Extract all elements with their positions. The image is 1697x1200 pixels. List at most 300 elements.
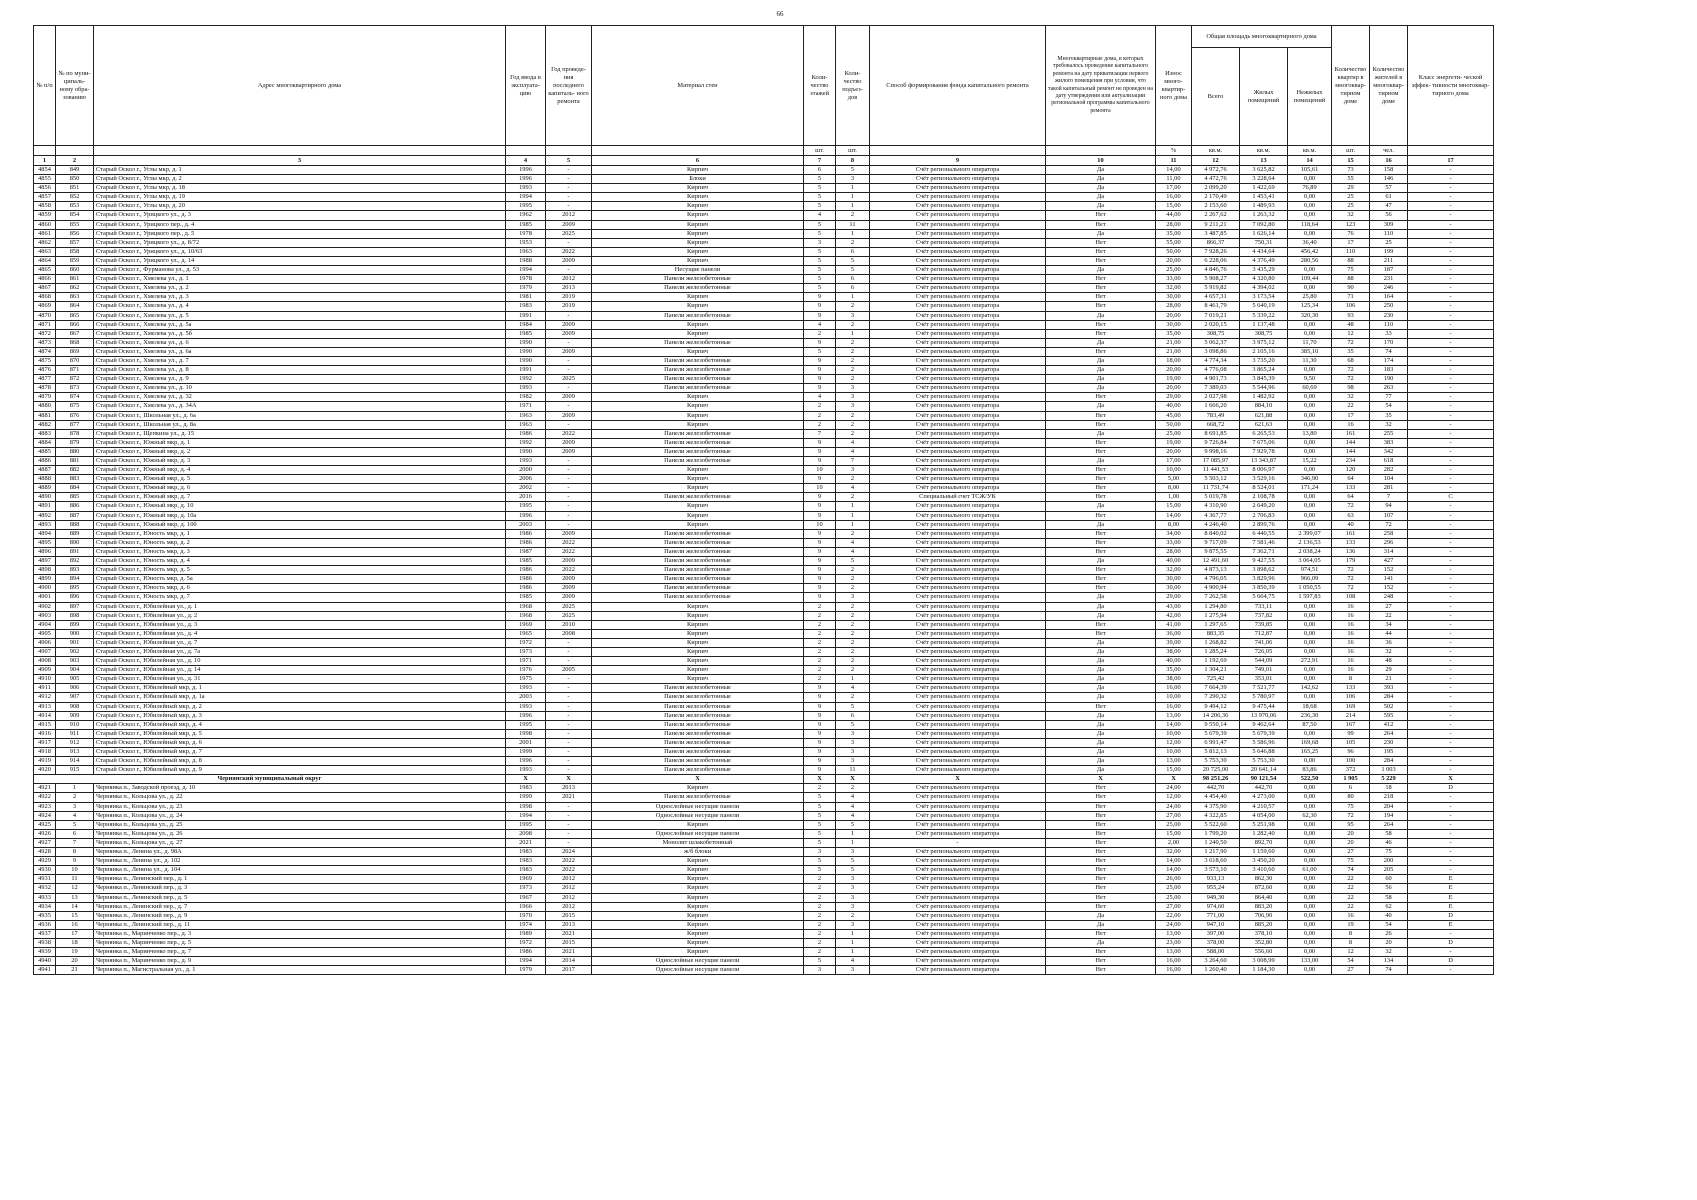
cell-area-nonliving: 0,00 [1288,820,1332,829]
cell-area-nonliving: 109,44 [1288,275,1332,284]
cell-year-built: 2003 [506,520,546,529]
cell-residents: 25 [1370,238,1408,247]
cell-floors: 9 [804,493,836,502]
cell-index: 4894 [34,529,56,538]
cell-address: Старый Оскол г., Юность мкр, д. 2 [94,538,506,547]
cell-index: 4889 [34,484,56,493]
cell-wear: 27,00 [1156,902,1192,911]
cell-year-built: 1996 [506,175,546,184]
cell-mun-number: 7 [56,838,94,847]
cell-residents: 141 [1370,575,1408,584]
cell-wear: 30,00 [1156,575,1192,584]
cell-needs-repair: Нет [1046,293,1156,302]
cell-address: Старый Оскол г., Юность мкр, д. 7 [94,593,506,602]
cell-floors: 4 [804,320,836,329]
cell-area-nonliving: 0,00 [1288,620,1332,629]
cell-fund-method: Счёт регионального оператора [870,429,1046,438]
table-row [34,702,1494,711]
cell-year-repair: - [546,638,592,647]
cell-entrances: 2 [836,411,870,420]
cell-address: Старый Оскол г., Юбилейная ул., д. 2 [94,611,506,620]
cell-year-repair: 2015 [546,938,592,947]
cell-wear: 25,00 [1156,893,1192,902]
cell-fund-method: Счёт регионального оператора [870,184,1046,193]
district-cell: X [1408,775,1494,784]
cell-residents: 34 [1370,620,1408,629]
cell-residents: 195 [1370,748,1408,757]
cell-year-built: 1979 [506,966,546,975]
cell-area-living: 741,06 [1240,638,1288,647]
cell-flats: 72 [1332,338,1370,347]
cell-area-living: 8 524,01 [1240,484,1288,493]
district-cell: 98 251,26 [1192,775,1240,784]
cell-entrances: 3 [836,920,870,929]
cell-residents: 22 [1370,611,1408,620]
cell-address: Чернянка п., Кольцова ул., д. 23 [94,802,506,811]
cell-flats: 72 [1332,366,1370,375]
cell-area-total: 5 062,37 [1192,338,1240,347]
cell-area-total: 4 900,94 [1192,584,1240,593]
cell-energy-class: - [1408,284,1494,293]
cell-year-built: 1994 [506,957,546,966]
cell-wall-material: Панели железобетонные [592,438,804,447]
cell-floors: 9 [804,720,836,729]
cell-area-nonliving: 0,00 [1288,638,1332,647]
cell-mun-number: 3 [56,802,94,811]
cell-wall-material: Кирпич [592,784,804,793]
cell-residents: 54 [1370,920,1408,929]
cell-entrances: 3 [836,875,870,884]
cell-mun-number: 12 [56,884,94,893]
cell-needs-repair: Да [1046,166,1156,175]
cell-wear: 5,00 [1156,475,1192,484]
column-number: 10 [1046,156,1156,166]
col-header-entrances: Коли- чество подъез- дов [836,26,870,146]
cell-area-total: 4 873,13 [1192,566,1240,575]
cell-year-built: 1987 [506,547,546,556]
cell-mun-number: 889 [56,529,94,538]
cell-flats: 74 [1332,866,1370,875]
cell-energy-class: - [1408,757,1494,766]
cell-mun-number: 915 [56,766,94,775]
cell-entrances: 3 [836,757,870,766]
cell-wear: 16,00 [1156,684,1192,693]
cell-area-living: 5 339,22 [1240,311,1288,320]
table-row [34,938,1494,947]
cell-wear: 20,00 [1156,384,1192,393]
cell-floors: 9 [804,475,836,484]
cell-residents: 170 [1370,338,1408,347]
cell-year-repair: 2025 [546,611,592,620]
cell-address: Старый Оскол г., Юбилейный мкр, д. 1 [94,684,506,693]
table-row [34,384,1494,393]
cell-area-nonliving: 0,00 [1288,320,1332,329]
cell-flats: 8 [1332,929,1370,938]
cell-year-built: 1986 [506,538,546,547]
cell-year-built: 1981 [506,293,546,302]
cell-address: Старый Оскол г., Хмелева ул., д. 2 [94,284,506,293]
cell-year-built: 1996 [506,511,546,520]
unit-area-nonliving: кв.м. [1288,146,1332,156]
cell-floors: 2 [804,875,836,884]
district-cell: 522,50 [1288,775,1332,784]
cell-area-nonliving: 0,00 [1288,857,1332,866]
cell-residents: 146 [1370,175,1408,184]
cell-fund-method: Счёт регионального оператора [870,693,1046,702]
cell-area-living: 3 435,29 [1240,266,1288,275]
cell-mun-number: 904 [56,666,94,675]
cell-wall-material: Панели железобетонные [592,547,804,556]
cell-area-living: 621,88 [1240,411,1288,420]
cell-index: 4859 [34,211,56,220]
cell-wear: 13,00 [1156,711,1192,720]
cell-floors: 5 [804,829,836,838]
district-summary [34,775,1494,784]
cell-needs-repair: Нет [1046,329,1156,338]
cell-flats: 6 [1332,784,1370,793]
cell-mun-number: 888 [56,520,94,529]
cell-wear: 43,00 [1156,602,1192,611]
cell-area-total: 4 454,40 [1192,793,1240,802]
cell-year-repair: 2017 [546,966,592,975]
cell-wall-material: Кирпич [592,929,804,938]
table-row [34,256,1494,265]
cell-residents: 18 [1370,784,1408,793]
cell-year-repair: 2009 [546,438,592,447]
cell-index: 4921 [34,784,56,793]
cell-wear: 29,00 [1156,593,1192,602]
cell-index: 4875 [34,356,56,365]
cell-year-built: 2003 [506,693,546,702]
cell-flats: 35 [1332,347,1370,356]
cell-entrances: 2 [836,420,870,429]
cell-area-total: 1 268,82 [1192,638,1240,647]
cell-wall-material: Панели железобетонные [592,457,804,466]
cell-energy-class: - [1408,447,1494,456]
cell-address: Чернянка п., Магистральная ул., д. 1 [94,966,506,975]
cell-area-total: 442,70 [1192,784,1240,793]
cell-area-living: 1 482,92 [1240,393,1288,402]
cell-area-nonliving: 0,00 [1288,502,1332,511]
cell-year-repair: - [546,266,592,275]
cell-address: Старый Оскол г., Юбилейный мкр, д. 1а [94,693,506,702]
cell-year-built: 1983 [506,866,546,875]
cell-mun-number: 905 [56,675,94,684]
cell-area-nonliving: 0,00 [1288,838,1332,847]
table-row [34,502,1494,511]
cell-mun-number: 849 [56,166,94,175]
cell-entrances: 6 [836,711,870,720]
cell-area-living: 3 625,82 [1240,166,1288,175]
cell-fund-method: Счёт регионального оператора [870,547,1046,556]
cell-floors: 2 [804,420,836,429]
cell-wear: 33,00 [1156,275,1192,284]
cell-fund-method: Счёт регионального оператора [870,538,1046,547]
cell-address: Старый Оскол г., Урицкого пер., д. 5 [94,229,506,238]
cell-residents: 32 [1370,420,1408,429]
cell-address: Старый Оскол г., Углы мкр, д. 2 [94,175,506,184]
cell-year-built: 1996 [506,711,546,720]
cell-address: Старый Оскол г., Углы мкр, д. 18 [94,184,506,193]
cell-wall-material: Панели железобетонные [592,757,804,766]
cell-index: 4907 [34,647,56,656]
cell-fund-method: Счёт регионального оператора [870,238,1046,247]
column-number: 2 [56,156,94,166]
cell-wear: 25,00 [1156,884,1192,893]
cell-wall-material: Панели железобетонные [592,748,804,757]
cell-residents: 174 [1370,356,1408,365]
cell-mun-number: 866 [56,320,94,329]
cell-area-total: 5 503,12 [1192,475,1240,484]
cell-year-repair: - [546,693,592,702]
cell-wear: 10,00 [1156,693,1192,702]
col-header-floors: Коли- чество этажей [804,26,836,146]
cell-residents: 29 [1370,666,1408,675]
cell-wall-material: Кирпич [592,666,804,675]
cell-entrances: 1 [836,193,870,202]
cell-residents: 258 [1370,529,1408,538]
cell-area-nonliving: 9,50 [1288,375,1332,384]
cell-needs-repair: Нет [1046,829,1156,838]
cell-fund-method: Счёт регионального оператора [870,366,1046,375]
cell-entrances: 1 [836,829,870,838]
cell-entrances: 4 [836,438,870,447]
column-number: 11 [1156,156,1192,166]
cell-wall-material: Кирпич [592,411,804,420]
cell-fund-method: Счёт регионального оператора [870,638,1046,647]
cell-year-built: 1993 [506,702,546,711]
cell-flats: 64 [1332,493,1370,502]
cell-year-built: 1992 [506,375,546,384]
cell-area-nonliving: 0,00 [1288,511,1332,520]
cell-flats: 16 [1332,602,1370,611]
table-row [34,766,1494,775]
cell-energy-class: E [1408,902,1494,911]
cell-area-nonliving: 0,00 [1288,875,1332,884]
cell-address: Старый Оскол г., Хмелева ул., д. 8 [94,366,506,375]
cell-year-built: 1986 [506,584,546,593]
table-row [34,484,1494,493]
cell-year-built: 1963 [506,420,546,429]
cell-entrances: 2 [836,584,870,593]
cell-mun-number: 15 [56,911,94,920]
cell-mun-number: 894 [56,575,94,584]
cell-fund-method: Счёт регионального оператора [870,193,1046,202]
cell-area-nonliving: 1 597,83 [1288,593,1332,602]
cell-fund-method: Счёт регионального оператора [870,684,1046,693]
cell-residents: 62 [1370,902,1408,911]
cell-energy-class: - [1408,584,1494,593]
cell-mun-number: 859 [56,256,94,265]
cell-energy-class: - [1408,366,1494,375]
cell-energy-class: - [1408,802,1494,811]
cell-address: Чернянка п., Ленина ул., д. 102 [94,857,506,866]
cell-floors: 2 [804,784,836,793]
cell-wall-material: Панели железобетонные [592,793,804,802]
cell-area-nonliving: 0,00 [1288,920,1332,929]
cell-mun-number: 864 [56,302,94,311]
cell-entrances: 2 [836,575,870,584]
cell-index: 4941 [34,966,56,975]
table-row [34,438,1494,447]
cell-area-living: 7 675,06 [1240,438,1288,447]
cell-area-living: 884,10 [1240,402,1288,411]
cell-wall-material: Кирпич [592,629,804,638]
cell-address: Старый Оскол г., Юбилейная ул., д. 4 [94,629,506,638]
column-number: 13 [1240,156,1288,166]
cell-fund-method: Счёт регионального оператора [870,911,1046,920]
cell-area-living: 749,01 [1240,666,1288,675]
cell-area-nonliving: 0,00 [1288,929,1332,938]
cell-area-living: 1 453,41 [1240,193,1288,202]
cell-energy-class: - [1408,657,1494,666]
cell-index: 4932 [34,884,56,893]
cell-year-built: 1993 [506,457,546,466]
table-row [34,175,1494,184]
cell-energy-class: - [1408,611,1494,620]
column-numbers-row [34,156,1494,166]
cell-area-nonliving: 36,40 [1288,238,1332,247]
cell-residents: 57 [1370,184,1408,193]
cell-flats: 372 [1332,766,1370,775]
cell-entrances: 4 [836,957,870,966]
cell-floors: 9 [804,711,836,720]
cell-energy-class: - [1408,247,1494,256]
cell-fund-method: Счёт регионального оператора [870,575,1046,584]
cell-year-built: 1979 [506,284,546,293]
cell-area-total: 588,00 [1192,948,1240,957]
cell-area-living: 3 410,60 [1240,866,1288,875]
cell-wall-material: Кирпич [592,657,804,666]
cell-fund-method: Счёт регионального оператора [870,229,1046,238]
cell-area-nonliving: 60,69 [1288,384,1332,393]
cell-residents: 21 [1370,675,1408,684]
cell-flats: 16 [1332,638,1370,647]
cell-year-repair: 2024 [546,848,592,857]
cell-fund-method: Счёт регионального оператора [870,948,1046,957]
cell-year-built: 1998 [506,729,546,738]
cell-fund-method: Счёт регионального оператора [870,848,1046,857]
cell-area-total: 7 019,21 [1192,311,1240,320]
cell-energy-class: - [1408,466,1494,475]
unit-residents: чел. [1370,146,1408,156]
cell-entrances: 2 [836,638,870,647]
cell-year-repair: 2009 [546,593,592,602]
col-header-area-nonliving: Нежилых помещений [1288,48,1332,146]
cell-year-repair: - [546,202,592,211]
cell-area-nonliving: 0,00 [1288,193,1332,202]
cell-year-repair: 2005 [546,666,592,675]
cell-address: Старый Оскол г., Юбилейный мкр, д. 5 [94,729,506,738]
cell-flats: 110 [1332,247,1370,256]
cell-area-total: 4 901,73 [1192,375,1240,384]
cell-year-repair: 2012 [546,275,592,284]
cell-area-total: 5 522,60 [1192,820,1240,829]
cell-year-repair: - [546,420,592,429]
cell-wear: 39,00 [1156,638,1192,647]
cell-needs-repair: Нет [1046,438,1156,447]
cell-floors: 5 [804,347,836,356]
cell-entrances: 3 [836,884,870,893]
cell-area-nonliving: 385,10 [1288,347,1332,356]
cell-index: 4891 [34,502,56,511]
cell-index: 4905 [34,629,56,638]
cell-year-repair: - [546,802,592,811]
cell-area-nonliving: 13,80 [1288,429,1332,438]
cell-address: Старый Оскол г., Юбилейный мкр, д. 6 [94,738,506,747]
cell-fund-method: Счёт регионального оператора [870,593,1046,602]
cell-year-built: 1992 [506,438,546,447]
cell-year-repair: 2009 [546,347,592,356]
cell-wall-material: Кирпич [592,302,804,311]
cell-area-total: 4 375,90 [1192,802,1240,811]
cell-needs-repair: Нет [1046,466,1156,475]
column-number: 16 [1370,156,1408,166]
cell-year-repair: 2009 [546,256,592,265]
cell-needs-repair: Нет [1046,802,1156,811]
cell-residents: 618 [1370,457,1408,466]
cell-fund-method: Счёт регионального оператора [870,375,1046,384]
table-row [34,629,1494,638]
cell-address: Чернянка п., Кольцова ул., д. 27 [94,838,506,847]
cell-wall-material: Кирпич [592,602,804,611]
cell-year-repair: 2015 [546,911,592,920]
cell-year-built: 1969 [506,620,546,629]
cell-wear: 27,00 [1156,811,1192,820]
cell-entrances: 2 [836,347,870,356]
cell-wall-material: Панели железобетонные [592,384,804,393]
cell-energy-class: D [1408,957,1494,966]
cell-area-nonliving: 1 050,55 [1288,584,1332,593]
cell-energy-class: - [1408,502,1494,511]
table-row [34,638,1494,647]
table-row [34,857,1494,866]
table-row [34,657,1494,666]
cell-index: 4866 [34,275,56,284]
cell-wall-material: Панели железобетонные [592,557,804,566]
cell-area-total: 6 991,47 [1192,738,1240,747]
column-number: 17 [1408,156,1494,166]
cell-floors: 3 [804,848,836,857]
table-row [34,393,1494,402]
col-header-area-group: Общая площадь многоквартирного дома [1192,26,1332,48]
cell-mun-number: 858 [56,247,94,256]
table-row [34,275,1494,284]
cell-flats: 25 [1332,202,1370,211]
cell-index: 4912 [34,693,56,702]
cell-residents: 246 [1370,284,1408,293]
cell-entrances: 2 [836,375,870,384]
cell-wear: 24,00 [1156,802,1192,811]
cell-wall-material: Кирпич [592,166,804,175]
cell-mun-number: 855 [56,220,94,229]
cell-address: Старый Оскол г., Юность мкр, д. 5 [94,566,506,575]
cell-flats: 99 [1332,729,1370,738]
cell-area-living: 353,01 [1240,675,1288,684]
cell-index: 4860 [34,220,56,229]
unit-wear: % [1156,146,1192,156]
cell-needs-repair: Нет [1046,447,1156,456]
cell-needs-repair: Да [1046,766,1156,775]
cell-year-repair: 2014 [546,957,592,966]
cell-year-repair: - [546,829,592,838]
table-row [34,238,1494,247]
cell-area-living: 544,09 [1240,657,1288,666]
cell-area-nonliving: 0,00 [1288,611,1332,620]
cell-address: Старый Оскол г., Урицкого ул., д. 14 [94,256,506,265]
cell-index: 4861 [34,229,56,238]
table-row [34,538,1494,547]
